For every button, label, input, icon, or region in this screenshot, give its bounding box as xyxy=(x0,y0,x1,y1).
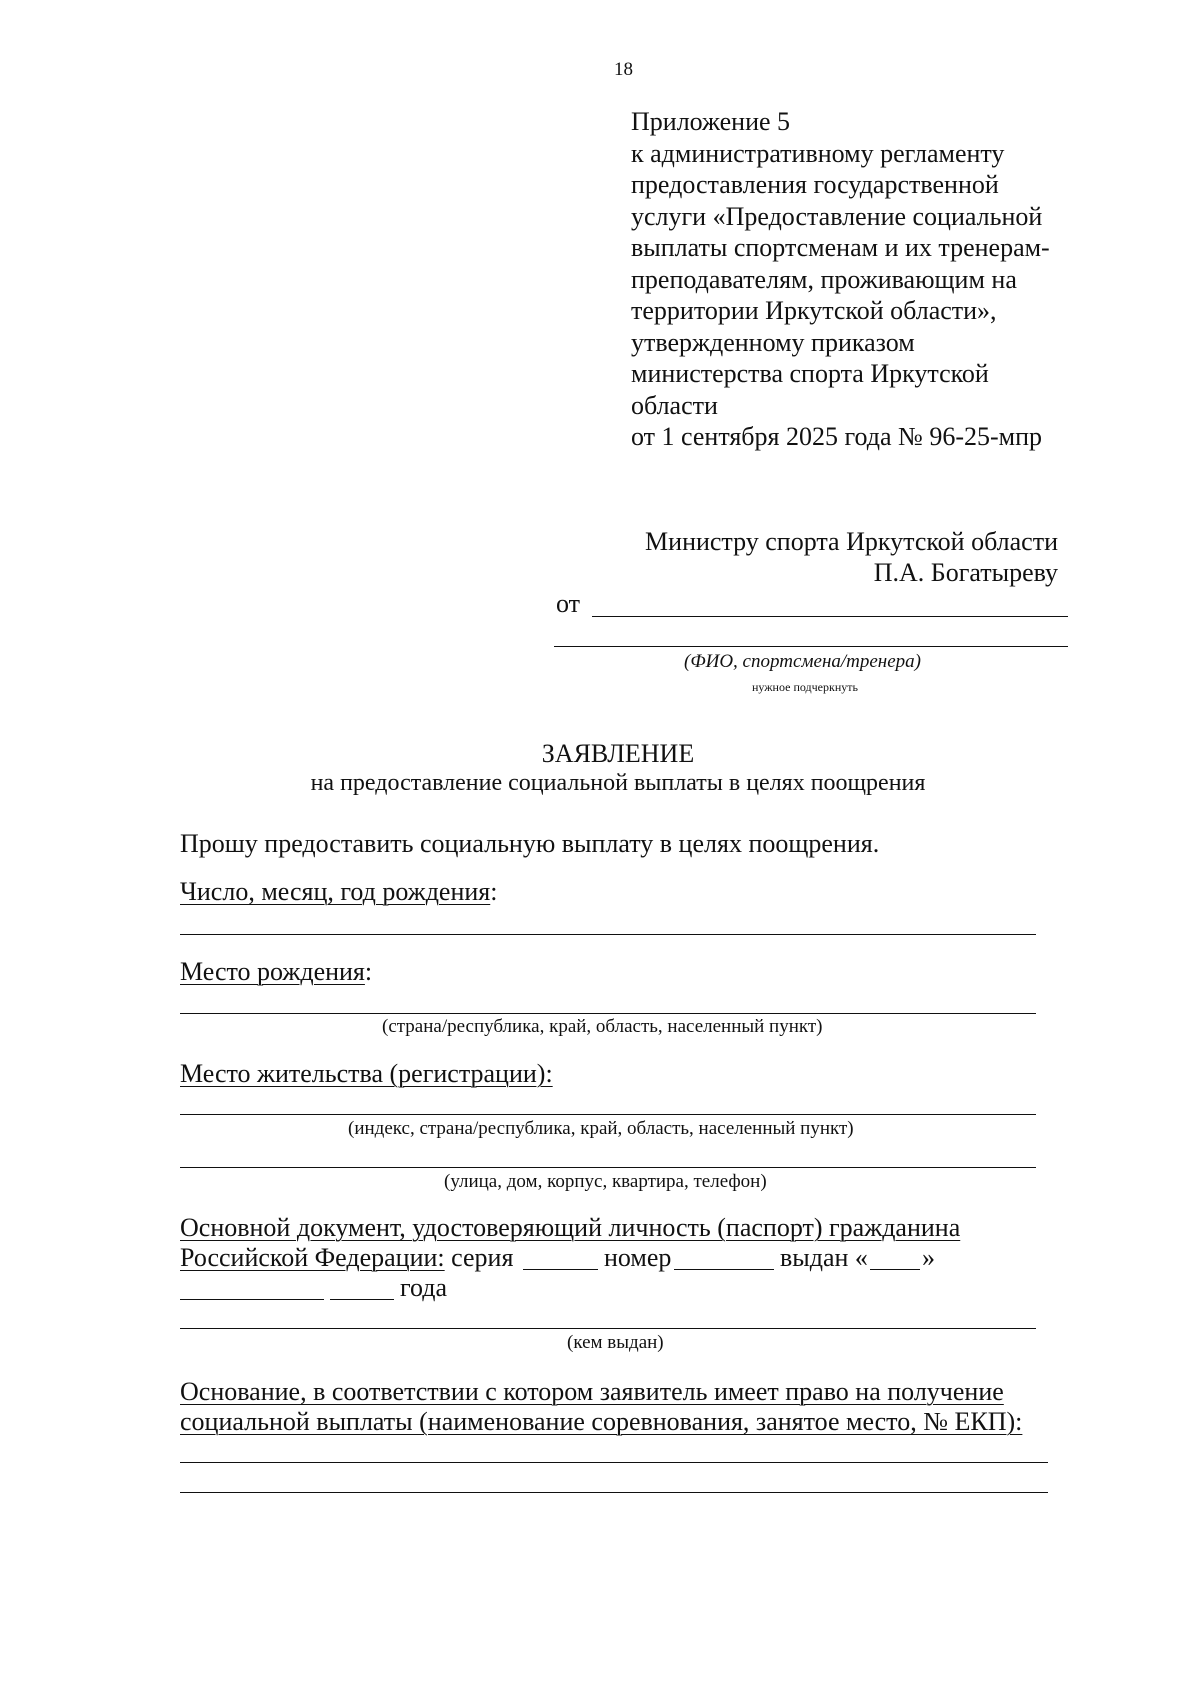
basis-input-line-1[interactable] xyxy=(180,1462,1048,1463)
appendix-line: услуги «Предоставление социальной xyxy=(631,201,1043,231)
request-text: Прошу предоставить социальную выплату в целях поощрения. xyxy=(180,829,880,858)
appendix-line: области xyxy=(631,390,718,420)
appendix-line: к административному регламенту xyxy=(631,138,1005,168)
year-label: года xyxy=(400,1273,448,1302)
passport-line2 xyxy=(180,1242,513,1274)
birth-place-label-text: Место рождения xyxy=(180,957,365,986)
appendix-line: от 1 сентября 2025 года № 96-25-мпр xyxy=(631,422,1043,451)
birth-place-colon: : xyxy=(364,957,373,986)
birth-place-input-line[interactable] xyxy=(180,1013,1036,1014)
fio-caption: (ФИО, спортсмена/тренера) xyxy=(684,651,921,672)
birth-date-colon: : xyxy=(490,877,498,906)
issued-label: выдан « xyxy=(780,1243,868,1272)
birth-date-label xyxy=(180,876,497,908)
residence-input-line-1[interactable] xyxy=(180,1114,1036,1115)
birth-place-label xyxy=(180,956,372,988)
from-input-line[interactable] xyxy=(592,616,1068,617)
residence-caption-1: (индекс, страна/республика, край, область, населенный пункт) xyxy=(348,1118,854,1139)
passport-label-line2: Российской Федерации: xyxy=(180,1243,445,1272)
appendix-line: преподавателям, проживающим на xyxy=(631,264,1017,294)
from-label: от xyxy=(556,589,581,618)
appendix-line: выплаты спортсменам и их тренерам- xyxy=(631,233,1050,262)
appendix-line: предоставления государственной xyxy=(631,170,999,199)
issued-day-input-line[interactable] xyxy=(870,1269,920,1270)
birth-date-label-text: Число, месяц, год рождения xyxy=(180,877,491,906)
issued-by-input-line[interactable] xyxy=(180,1328,1036,1329)
birth-date-input-line[interactable] xyxy=(180,934,1036,935)
document-subtitle: на предоставление социальной выплаты в целях поощрения xyxy=(310,770,926,796)
basis-input-line-2[interactable] xyxy=(180,1492,1048,1493)
appendix-line: министерства спорта Иркутской xyxy=(631,359,989,388)
underline-note: нужное подчеркнуть xyxy=(752,680,858,694)
issued-year-input-line[interactable] xyxy=(330,1299,394,1300)
quote-close: » xyxy=(922,1243,935,1272)
appendix-line: утвержденному приказом xyxy=(631,327,915,357)
number-input-line[interactable] xyxy=(674,1269,774,1270)
basis-label-line1: Основание, в соответствии с котором заявитель имеет право на получение xyxy=(180,1377,1004,1406)
number-label: номер xyxy=(604,1243,672,1272)
issued-month-input-line[interactable] xyxy=(180,1299,324,1300)
from-input-line-2[interactable] xyxy=(554,646,1068,647)
residence-input-line-2[interactable] xyxy=(180,1167,1036,1168)
series-input-line[interactable] xyxy=(523,1269,598,1270)
addressee-line1: Министру спорта Иркутской области xyxy=(645,527,1058,556)
residence-label: Место жительства (регистрации): xyxy=(180,1059,553,1088)
appendix-block xyxy=(631,106,1050,453)
basis-label-line2: социальной выплаты (наименование соревнования, занятое место, № ЕКП): xyxy=(180,1407,1023,1436)
issued-by-caption: (кем выдан) xyxy=(567,1332,664,1353)
appendix-line: территории Иркутской области», xyxy=(631,296,997,325)
birth-place-caption: (страна/республика, край, область, населенный пункт) xyxy=(382,1016,823,1037)
passport-label-line1: Основной документ, удостоверяющий личность (паспорт) гражданина xyxy=(180,1213,961,1242)
series-label: серия xyxy=(451,1243,514,1272)
addressee-line2: П.А. Богатыреву xyxy=(873,558,1058,587)
appendix-line: Приложение 5 xyxy=(631,107,791,136)
page-number: 18 xyxy=(614,59,633,80)
document-title: ЗАЯВЛЕНИЕ xyxy=(541,739,695,768)
residence-caption-2: (улица, дом, корпус, квартира, телефон) xyxy=(444,1171,767,1192)
